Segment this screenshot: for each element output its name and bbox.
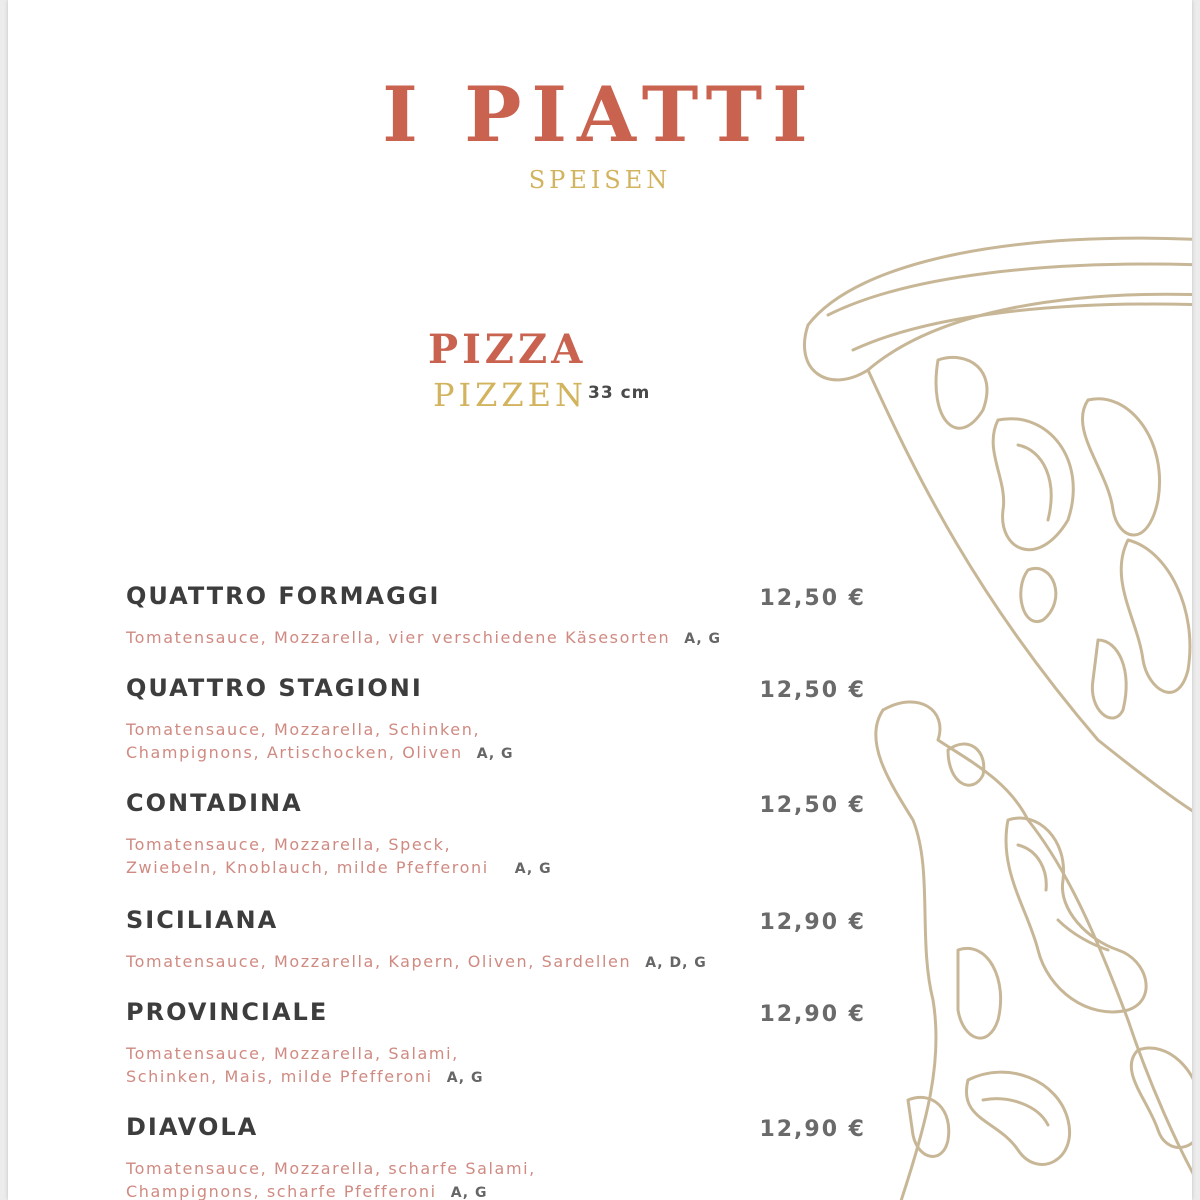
menu-title: I PIATTI [382, 70, 818, 159]
pizza-slice-illustration [768, 220, 1192, 1200]
item-description [126, 1157, 806, 1200]
menu-page [8, 0, 1192, 1200]
item-description [126, 833, 806, 881]
item-name: CONTADINA [126, 789, 303, 817]
item-allergens: A, G [514, 861, 552, 877]
section-subtitle: PIZZEN [433, 376, 587, 414]
menu-subtitle: SPEISEN [528, 166, 672, 194]
item-description-line: Champignons, scharfe Pfefferoni [126, 1182, 437, 1200]
item-name: DIAVOLA [126, 1113, 259, 1141]
item-allergens: A, G [684, 631, 722, 647]
pizza-size-label: 33 cm [588, 383, 651, 403]
item-description-line: Tomatensauce, Mozzarella, Speck, [126, 835, 452, 854]
item-description [126, 950, 826, 975]
item-price: 12,90 € [759, 1117, 866, 1142]
item-allergens: A, G [450, 1185, 488, 1200]
item-name: SICILIANA [126, 906, 279, 934]
item-description [126, 718, 806, 766]
item-price: 12,50 € [759, 586, 866, 611]
item-description [126, 626, 806, 651]
item-name: PROVINCIALE [126, 998, 329, 1026]
item-description-line: Tomatensauce, Mozzarella, Kapern, Oliven, Sardellen [126, 952, 632, 971]
item-name: QUATTRO STAGIONI [126, 674, 423, 702]
item-allergens: A, G [446, 1070, 484, 1086]
item-description-line: Tomatensauce, Mozzarella, Salami, [126, 1044, 459, 1063]
item-allergens: A, D, G [645, 955, 707, 971]
item-price: 12,50 € [759, 793, 866, 818]
item-name: QUATTRO FORMAGGI [126, 582, 441, 610]
item-allergens: A, G [476, 746, 514, 762]
item-description-line: Tomatensauce, Mozzarella, Schinken, [126, 720, 481, 739]
item-price: 12,50 € [759, 678, 866, 703]
item-description-line: Tomatensauce, Mozzarella, scharfe Salami, [126, 1159, 536, 1178]
item-description-line: Schinken, Mais, milde Pfefferoni [126, 1067, 433, 1086]
item-description-line: Tomatensauce, Mozzarella, vier verschiedene Käsesorten [126, 628, 671, 647]
item-description-line: Zwiebeln, Knoblauch, milde Pfefferoni [126, 858, 489, 877]
item-description [126, 1042, 806, 1090]
item-price: 12,90 € [759, 1002, 866, 1027]
section-title: PIZZA [428, 326, 587, 373]
item-price: 12,90 € [759, 910, 866, 935]
item-description-line: Champignons, Artischocken, Oliven [126, 743, 463, 762]
